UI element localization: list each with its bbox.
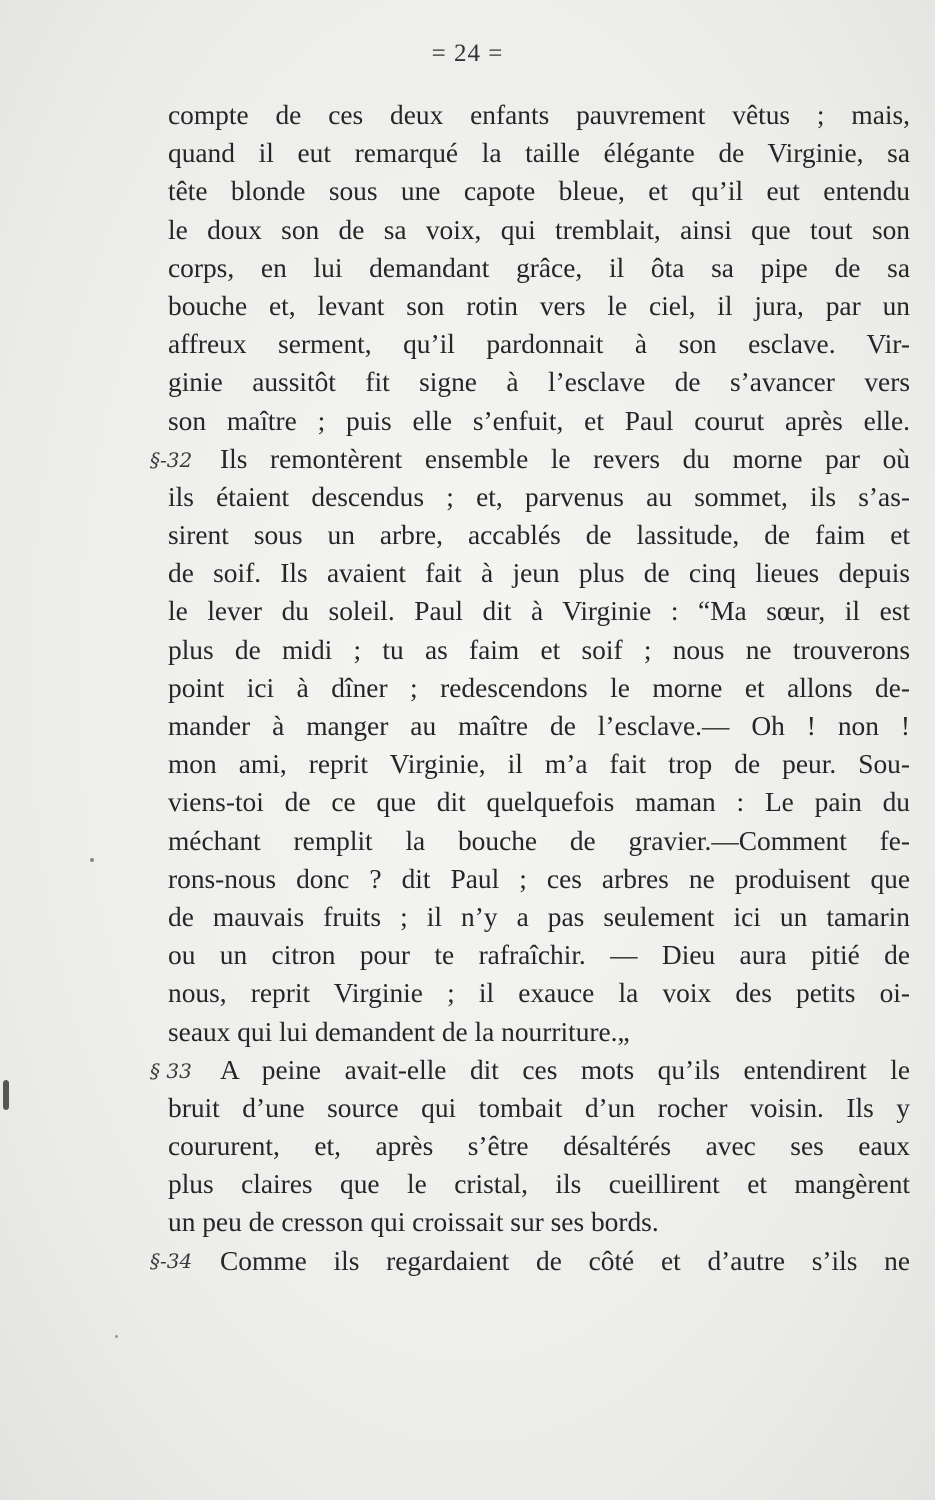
text-line: quand il eut remarqué la taille élégante de Virginie, sa [168, 138, 910, 169]
text-line: méchant remplit la bouche de gravier.—Comment fe- [168, 825, 910, 856]
text-line: ils étaient descendus ; et, parvenus au sommet, ils s’as- [168, 481, 910, 512]
body-text [168, 96, 910, 1280]
ink-speck [115, 1335, 118, 1338]
margin-note-32: §-32 [150, 448, 193, 472]
margin-note-34: §-34 [150, 1249, 193, 1273]
text-line: de soif. Ils avaient fait à jeun plus de cinq lieues depuis [168, 558, 910, 589]
text-line: Comme ils regardaient de côté et d’autre s’ils ne [220, 1245, 910, 1276]
text-line: rons-nous donc ? dit Paul ; ces arbres ne produisent que [168, 863, 910, 894]
text-line: sirent sous un arbre, accablés de lassitude, de faim et [168, 520, 910, 551]
ink-speck [90, 858, 94, 862]
text-line: seaux qui lui demandent de la nourriture.„ [168, 1016, 630, 1047]
text-line: bruit d’une source qui tombait d’un rocher voisin. Ils y [168, 1092, 910, 1123]
text-line: corps, en lui demandant grâce, il ôta sa pipe de sa [168, 252, 910, 283]
text-line: point ici à dîner ; redescendons le morne et allons de- [168, 672, 910, 703]
text-line: son maître ; puis elle s’enfuit, et Paul courut après elle. [168, 405, 910, 436]
text-line: un peu de cresson qui croissait sur ses bords. [168, 1207, 659, 1238]
text-line: ginie aussitôt fit signe à l’esclave de s’avancer vers [168, 367, 910, 398]
ink-mark [3, 1080, 9, 1110]
margin-note-33: § 33 [150, 1059, 192, 1083]
text-line: de mauvais fruits ; il n’y a pas seulement ici un tamarin [168, 901, 910, 932]
text-line: affreux serment, qu’il pardonnait à son esclave. Vir- [168, 329, 910, 360]
text-line: compte de ces deux enfants pauvrement vêtus ; mais, [168, 100, 910, 130]
text-line: ou un citron pour te rafraîchir. — Dieu aura pitié de [168, 940, 910, 971]
text-line: bouche et, levant son rotin vers le ciel, il jura, par un [168, 290, 910, 321]
text-line: plus de midi ; tu as faim et soif ; nous ne trouverons [168, 634, 910, 665]
text-line: viens-toi de ce que dit quelquefois maman : Le pain du [168, 787, 910, 818]
text-line: plus claires que le cristal, ils cueillirent et mangèrent [168, 1169, 910, 1200]
text-line: tête blonde sous une capote bleue, et qu’il eut entendu [168, 176, 910, 207]
text-line: le lever du soleil. Paul dit à Virginie : “Ma sœur, il est [168, 596, 910, 627]
text-line: A peine avait-elle dit ces mots qu’ils entendirent le [220, 1054, 910, 1085]
text-line: Ils remontèrent ensemble le revers du morne par où [220, 443, 910, 474]
text-line: mon ami, reprit Virginie, il m’a fait trop de peur. Sou- [168, 749, 910, 780]
text-line: coururent, et, après s’être désaltérés avec ses eaux [168, 1131, 910, 1162]
page-number: = 24 = [431, 40, 504, 67]
text-line: nous, reprit Virginie ; il exauce la voix des petits oi- [168, 978, 910, 1009]
text-line: mander à manger au maître de l’esclave.— Oh ! non ! [168, 711, 910, 741]
text-line: le doux son de sa voix, qui tremblait, ainsi que tout son [168, 214, 910, 245]
